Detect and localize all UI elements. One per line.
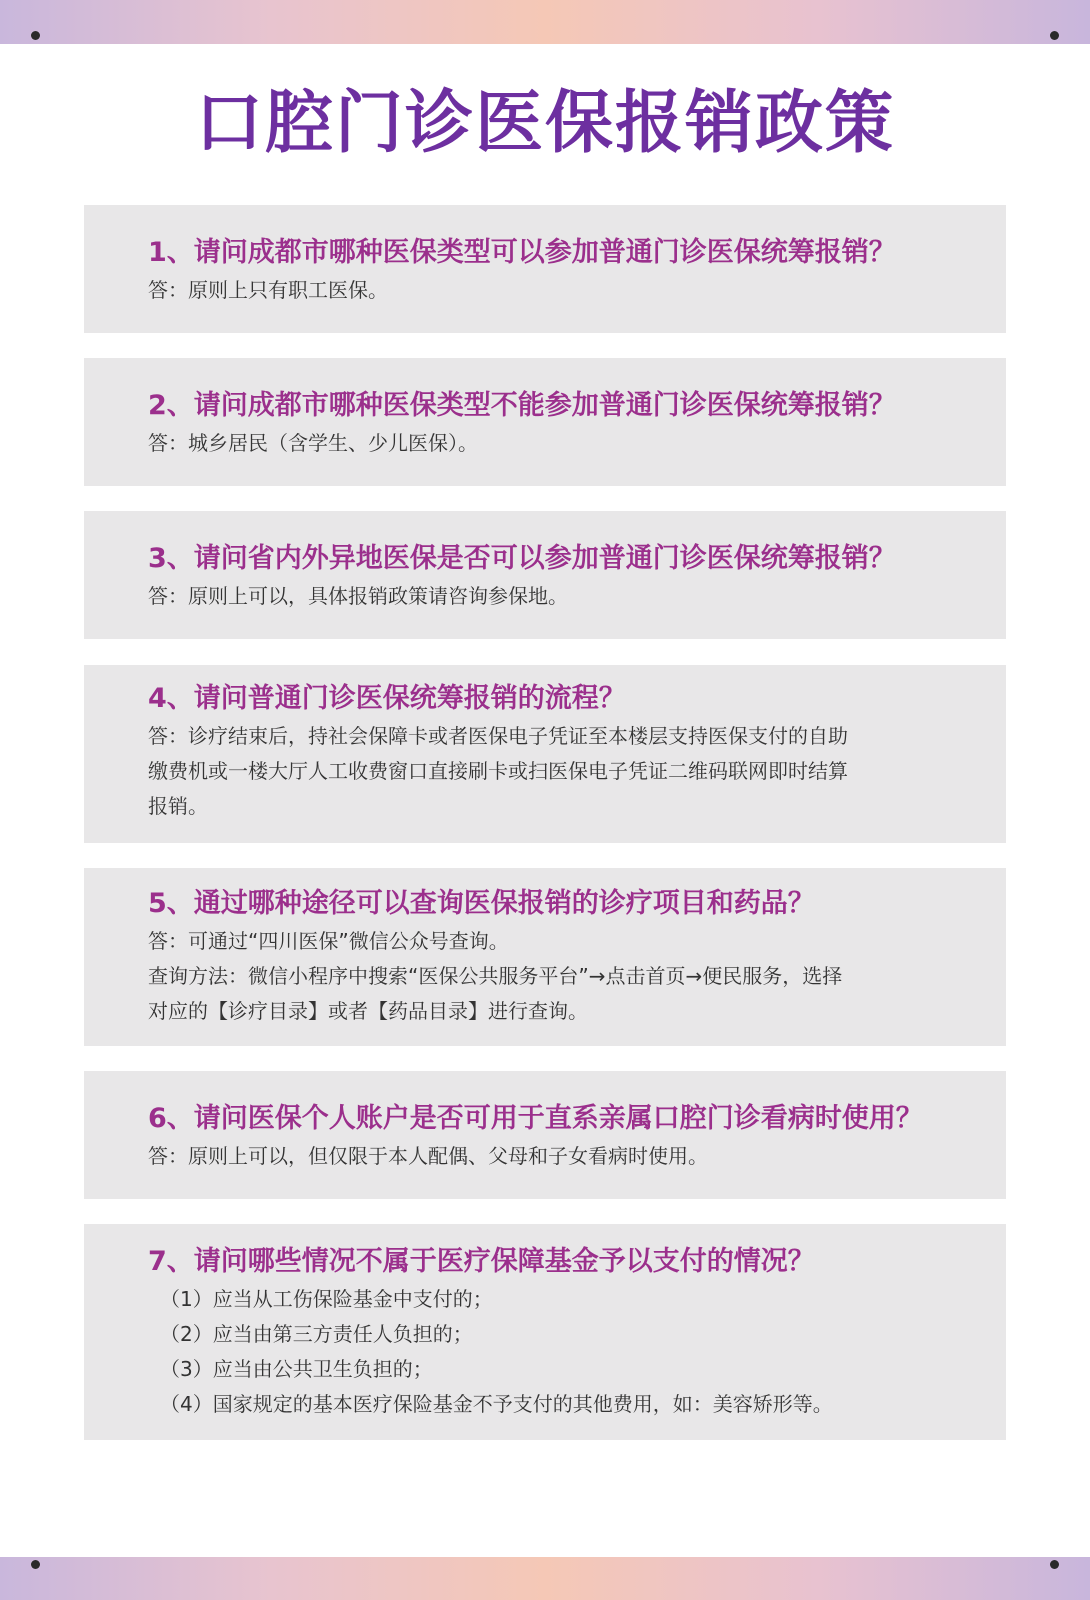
corner-dot-bottom-right <box>1050 1560 1059 1569</box>
faq-answer-7-item-2: （2）应当由第三方责任人负担的； <box>160 1322 473 1346</box>
faq-answer-1-line-1: 答：原则上只有职工医保。 <box>148 278 388 302</box>
faq-answer-6-line-1: 答：原则上可以，但仅限于本人配偶、父母和子女看病时使用。 <box>148 1144 708 1168</box>
faq-card-4 <box>84 665 1006 843</box>
faq-answer-5-line-1: 答：可通过“四川医保”微信公众号查询。 <box>148 929 509 953</box>
faq-question-2: 2、请问成都市哪种医保类型不能参加普通门诊医保统筹报销？ <box>148 390 896 421</box>
page-title: 口腔门诊医保报销政策 <box>194 84 895 163</box>
faq-answer-7-item-3: （3）应当由公共卫生负担的； <box>160 1357 433 1381</box>
faq-card-1 <box>84 205 1006 333</box>
faq-answer-3-line-1: 答：原则上可以，具体报销政策请咨询参保地。 <box>148 584 568 608</box>
faq-question-4: 4、请问普通门诊医保统筹报销的流程？ <box>148 683 626 714</box>
faq-answer-5-line-3: 对应的【诊疗目录】或者【药品目录】进行查询。 <box>148 999 588 1023</box>
faq-card-3 <box>84 511 1006 639</box>
faq-answer-4-line-2: 缴费机或一楼大厅人工收费窗口直接刷卡或扫医保电子凭证二维码联网即时结算 <box>148 759 848 783</box>
corner-dot-bottom-left <box>31 1560 40 1569</box>
faq-card-6 <box>84 1071 1006 1199</box>
faq-card-7 <box>84 1224 1006 1440</box>
faq-question-5: 5、通过哪种途径可以查询医保报销的诊疗项目和药品？ <box>148 888 815 919</box>
faq-card-5 <box>84 868 1006 1046</box>
faq-card-2 <box>84 358 1006 486</box>
faq-question-1: 1、请问成都市哪种医保类型可以参加普通门诊医保统筹报销？ <box>148 237 896 268</box>
faq-question-3: 3、请问省内外异地医保是否可以参加普通门诊医保统筹报销？ <box>148 543 896 574</box>
top-decorative-band <box>0 0 1090 44</box>
faq-question-7: 7、请问哪些情况不属于医疗保障基金予以支付的情况？ <box>148 1246 815 1277</box>
bottom-decorative-band <box>0 1557 1090 1600</box>
faq-answer-2-line-1: 答：城乡居民（含学生、少儿医保）。 <box>148 431 478 455</box>
corner-dot-top-left <box>31 31 40 40</box>
faq-question-6: 6、请问医保个人账户是否可用于直系亲属口腔门诊看病时使用？ <box>148 1103 923 1134</box>
faq-answer-4-line-1: 答：诊疗结束后，持社会保障卡或者医保电子凭证至本楼层支持医保支付的自助 <box>148 724 848 748</box>
faq-answer-5-line-2: 查询方法：微信小程序中搜索“医保公共服务平台”→点击首页→便民服务，选择 <box>148 964 843 988</box>
corner-dot-top-right <box>1050 31 1059 40</box>
faq-answer-7-item-1: （1）应当从工伤保险基金中支付的； <box>160 1287 493 1311</box>
faq-answer-4-line-3: 报销。 <box>148 794 208 818</box>
faq-answer-7-item-4: （4）国家规定的基本医疗保险基金不予支付的其他费用，如：美容矫形等。 <box>160 1392 833 1416</box>
